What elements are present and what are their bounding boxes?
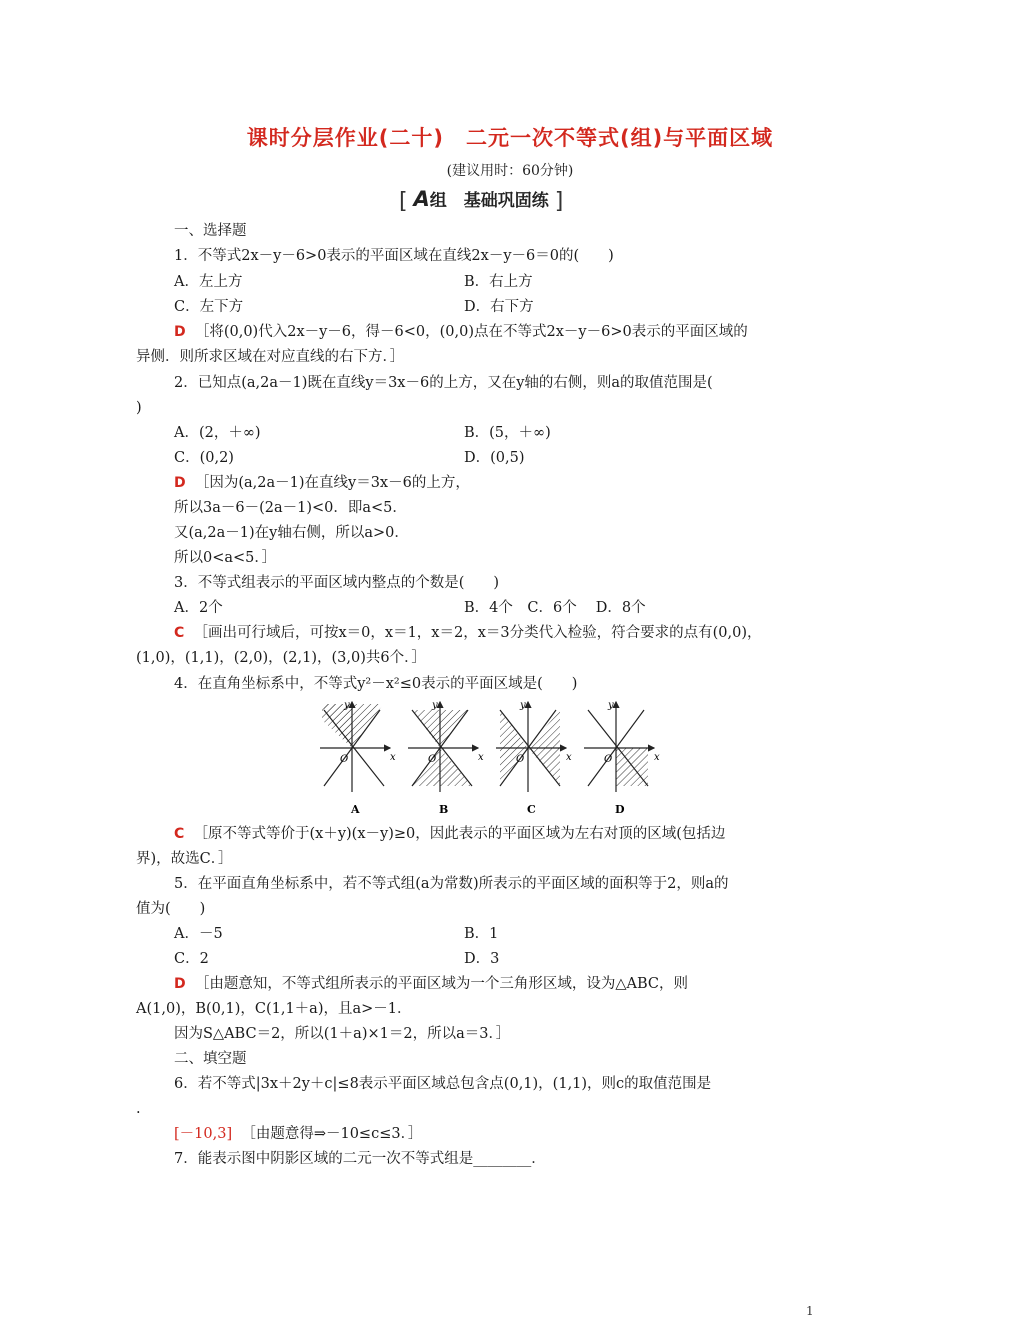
- page-title: 课时分层作业(二十) 二元一次不等式(组)与平面区域: [246, 126, 774, 150]
- question-1-options-row2: C．左下方 D．右下方: [174, 299, 534, 315]
- axis-x-label: x: [478, 752, 484, 763]
- question-5-line1: 5．在平面直角坐标系中，若不等式组(a为常数)所表示的平面区域的面积等于2，则a的: [174, 876, 729, 892]
- answer-2-line2: 所以3a－6－(2a－1)<0．即a<5．: [174, 500, 407, 516]
- question-2-line2: ): [136, 400, 142, 416]
- figure-c: [496, 700, 572, 816]
- origin-label: O: [604, 754, 613, 765]
- axis-y-label: y: [344, 700, 350, 711]
- section-heading-fill: 二、填空题: [174, 1051, 247, 1067]
- axis-y-label: y: [608, 700, 614, 711]
- answer-4-line1: C ［原不等式等价于(x＋y)(x－y)≥0，因此表示的平面区域为左右对顶的区域(包括边: [174, 826, 726, 842]
- question-5-line2: 值为( ): [136, 901, 206, 917]
- answer-2-line3: 又(a,2a－1)在y轴右侧，所以a>0．: [174, 525, 409, 541]
- question-3: 3．不等式组表示的平面区域内整点的个数是( ): [174, 575, 500, 591]
- axis-y-label: y: [432, 700, 438, 711]
- answer-4-line2: 界)，故选C．］: [136, 851, 233, 867]
- figure-label: D: [615, 803, 625, 816]
- answer-3-line2: (1,0)，(1,1)，(2,0)，(2,1)，(3,0)共6个．］: [136, 650, 426, 666]
- question-4-figures: [314, 700, 660, 818]
- answer-key: C: [174, 625, 185, 641]
- section-heading-choice: 一、选择题: [174, 223, 247, 239]
- question-5-options-row2: C．2 D．3: [174, 951, 500, 967]
- answer-key: C: [174, 826, 185, 842]
- origin-label: O: [428, 754, 437, 765]
- figure-d: [584, 700, 660, 816]
- question-2-line1: 2．已知点(a,2a－1)既在直线y＝3x－6的上方，又在y轴的右侧，则a的取值范围是(: [174, 375, 713, 391]
- answer-5-line3: 因为S△ABC＝2，所以(1＋a)×1＝2，所以a＝3．］: [174, 1026, 511, 1042]
- answer-2-line1: D ［因为(a,2a－1)在直线y＝3x－6的上方，: [174, 475, 470, 491]
- figure-label: A: [351, 803, 360, 816]
- question-1-options-row1: A．左上方 B．右上方: [174, 274, 533, 290]
- answer-key: D: [174, 475, 186, 491]
- figure-label: B: [439, 803, 449, 816]
- answer-2-line4: 所以0<a<5．］: [174, 550, 277, 566]
- answer-key: D: [174, 324, 186, 340]
- answer-6: [－10,3] ［由题意得⇒－10≤c≤3．］: [174, 1126, 423, 1142]
- question-2-options-row2: C．(0,2) D．(0,5): [174, 450, 525, 466]
- axis-y-label: y: [520, 700, 526, 711]
- question-2-options-row1: A．(2，＋∞) B．(5，＋∞): [174, 425, 551, 441]
- axis-x-label: x: [654, 752, 660, 763]
- axis-x-label: x: [566, 752, 572, 763]
- answer-1-line2: 异侧．则所求区域在对应直线的右下方．］: [136, 349, 405, 365]
- question-1: 1．不等式2x－y－6>0表示的平面区域在直线2x－y－6＝0的( ): [174, 248, 614, 264]
- answer-5-line1: D ［由题意知，不等式组所表示的平面区域为一个三角形区域，设为△ABC，则: [174, 976, 688, 992]
- group-a-heading: [ A组 基础巩固练 ]: [399, 187, 564, 214]
- page-number: 1: [806, 1304, 814, 1318]
- question-6-line1: 6．若不等式|3x＋2y＋c|≤8表示平面区域总包含点(0,1)，(1,1)，则c的取值范围是: [174, 1076, 712, 1092]
- figure-a: [320, 700, 396, 816]
- origin-label: O: [516, 754, 525, 765]
- answer-5-line2: A(1,0)，B(0,1)，C(1,1＋a)，且a>－1．: [136, 1001, 412, 1017]
- axis-x-label: x: [390, 752, 396, 763]
- figure-label: C: [527, 803, 536, 816]
- question-3-options: A．2个 B．4个 C．6个 D．8个: [174, 600, 646, 616]
- origin-label: O: [340, 754, 349, 765]
- figure-b: [408, 700, 484, 816]
- answer-key: [－10,3]: [174, 1126, 233, 1142]
- question-5-options-row1: A．－5 B．1: [174, 926, 499, 942]
- suggested-time: (建议用时：60分钟): [446, 163, 574, 179]
- question-6-line2: .: [136, 1101, 141, 1117]
- question-4: 4．在直角坐标系中，不等式y²－x²≤0表示的平面区域是( ): [174, 676, 578, 692]
- answer-3-line1: C ［画出可行域后，可按x＝0，x＝1，x＝2，x＝3分类代入检验，符合要求的点有(0,0)，: [174, 625, 762, 641]
- answer-key: D: [174, 976, 186, 992]
- question-7: 7．能表示图中阴影区域的二元一次不等式组是________．: [174, 1151, 546, 1167]
- answer-1-line1: D ［将(0,0)代入2x－y－6，得－6<0，(0,0)点在不等式2x－y－6>0表示的平面区域的: [174, 324, 748, 340]
